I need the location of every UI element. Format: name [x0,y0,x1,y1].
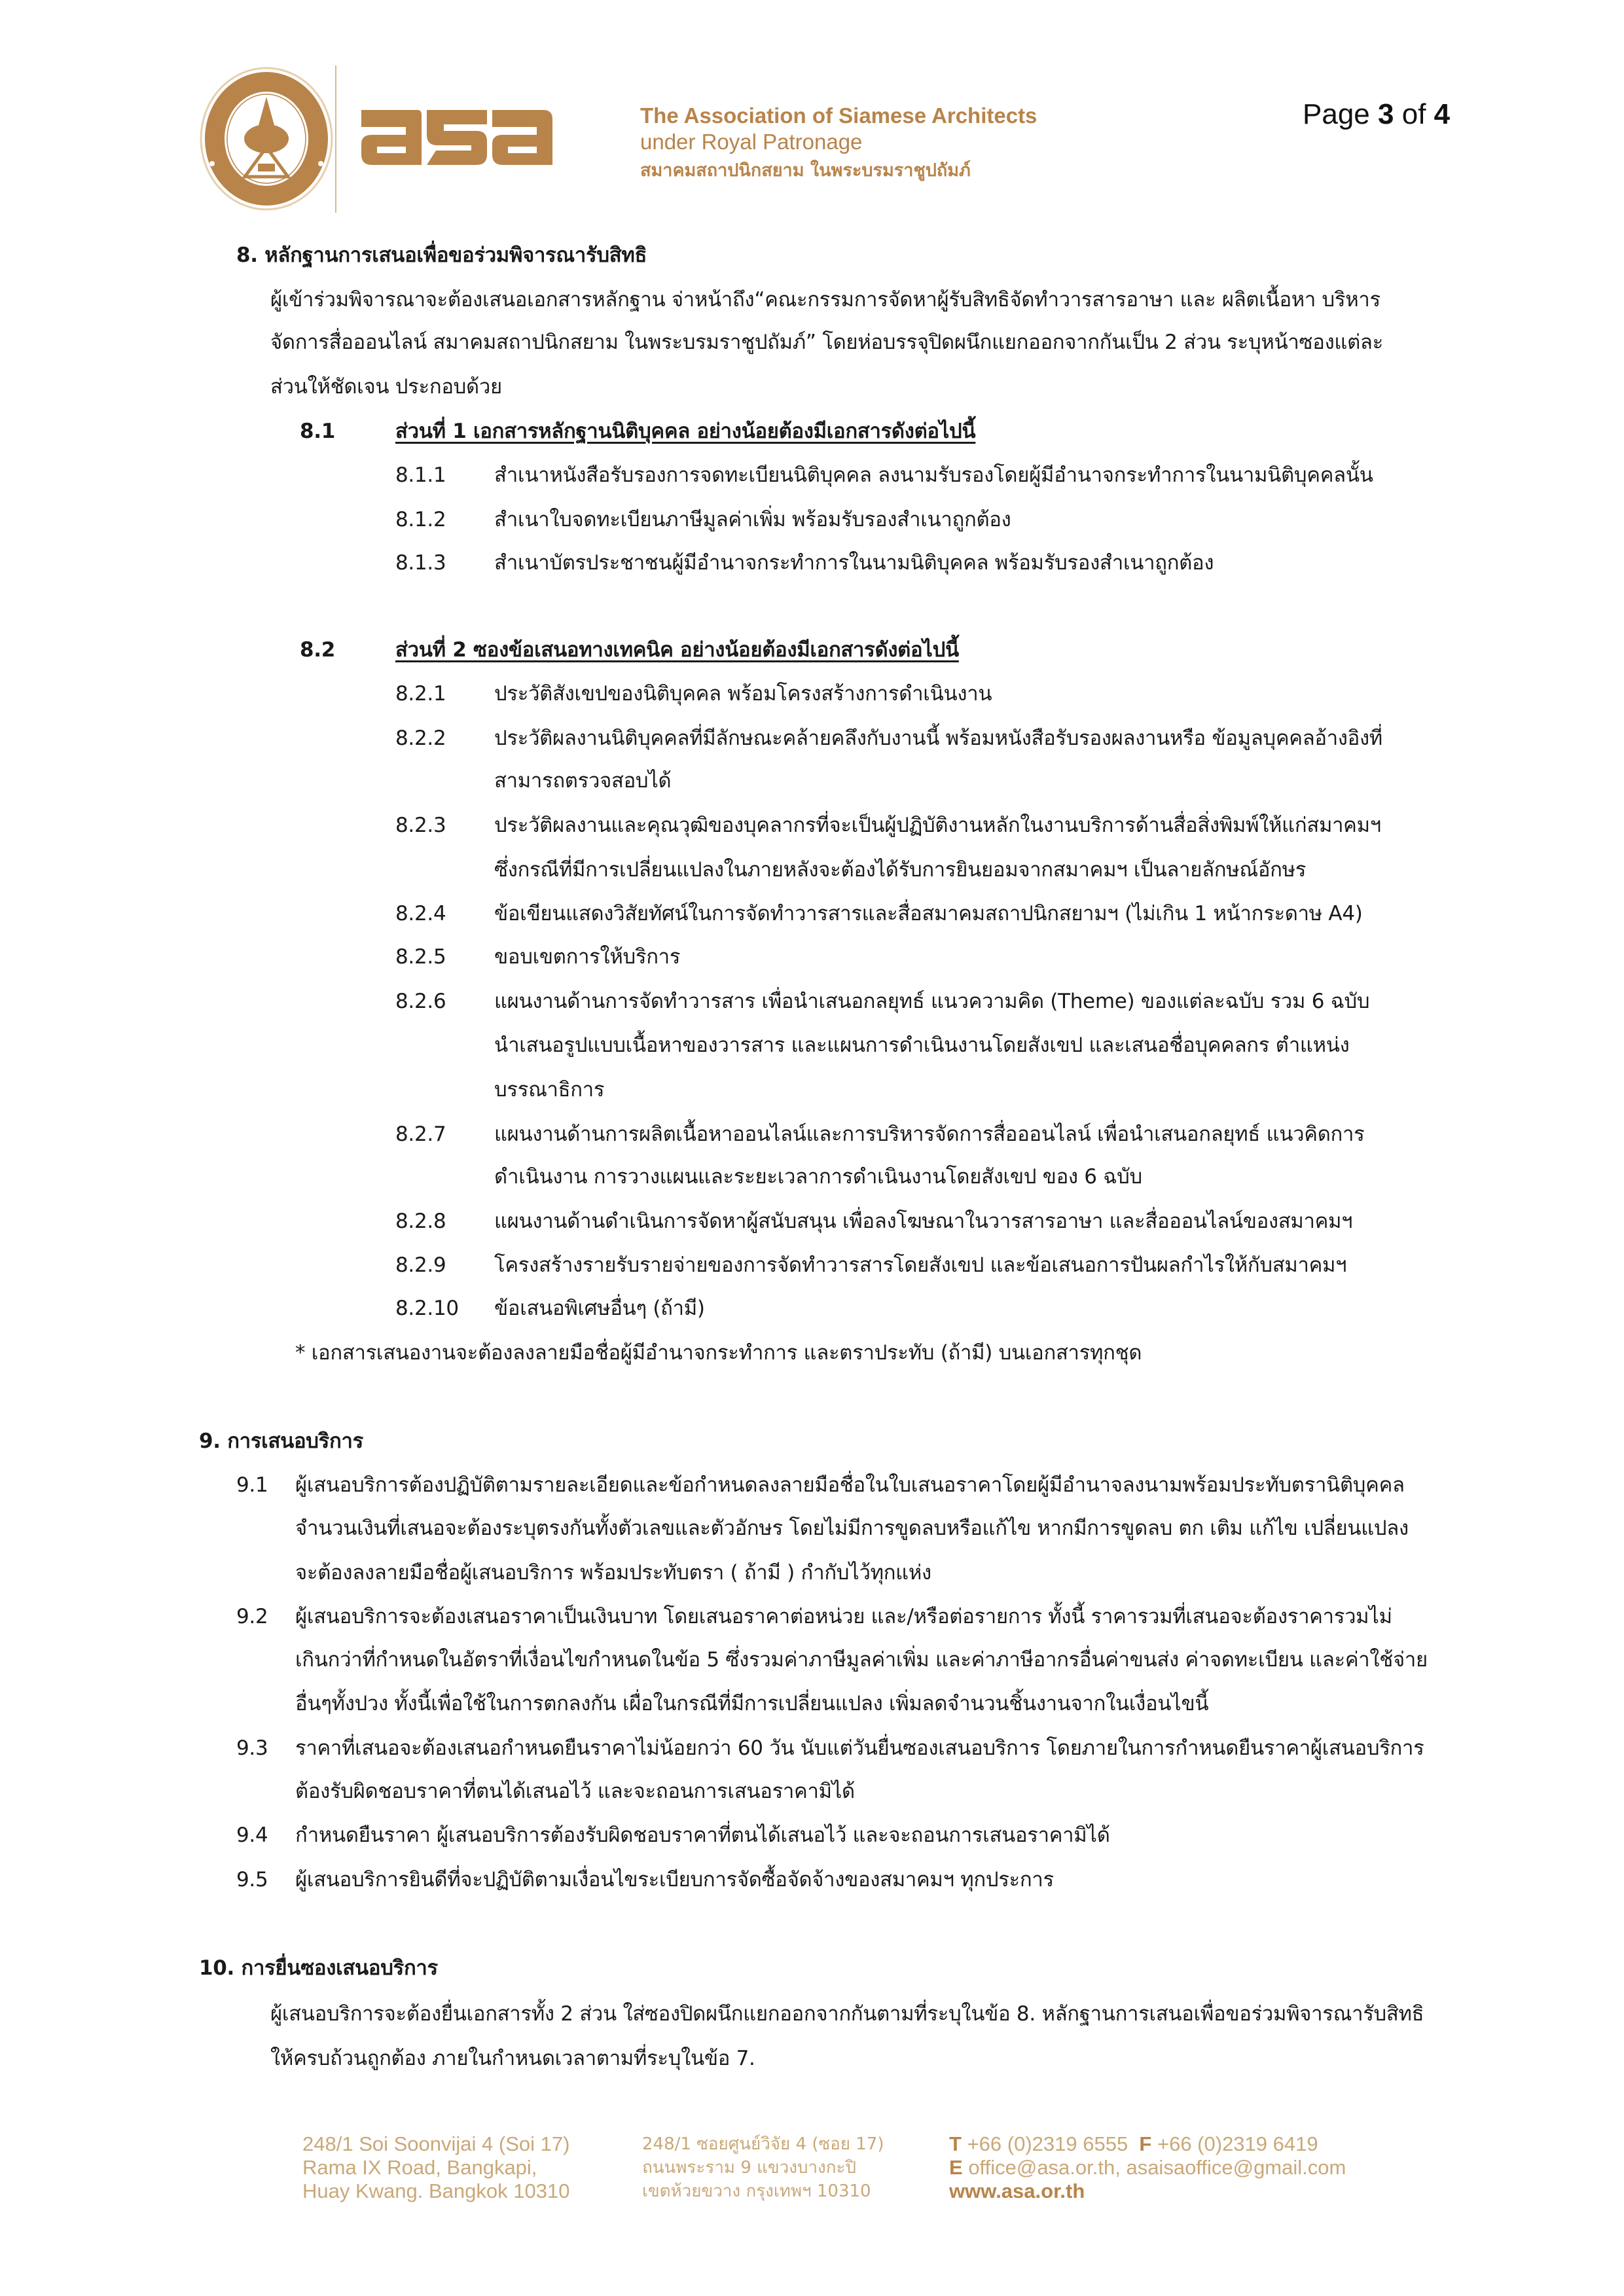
fax-number: +66 (0)2319 6419 [1157,2132,1318,2155]
item-number: 8.2.1 [395,682,446,706]
page-total: 4 [1434,98,1451,130]
footer-address-th-line: 248/1 ซอยศูนย์วิจัย 4 (ซอย 17) [642,2134,884,2154]
item-text: นำเสนอรูปแบบเนื้อหาของวารสาร และแผนการดำเนินงานโดยสังเขป และเสนอชื่อบุคคลกร ตำแหน่ง [494,1033,1350,1057]
item-number: 8.2.2 [395,726,446,750]
footer-address-en [302,2132,569,2203]
item-text: สำเนาหนังสือรับรองการจดทะเบียนนิติบุคคล ลงนามรับรองโดยผู้มีอำนาจกระทำการในนามนิติบุคคลนั้น [494,463,1373,487]
header-divider [335,65,336,213]
footer-address-th-line: เขตห้วยขวาง กรุงเทพฯ 10310 [642,2181,871,2201]
item-number: 9.5 [236,1868,268,1892]
item-text: สำเนาใบจดทะเบียนภาษีมูลค่าเพิ่ม พร้อมรับรองสำเนาถูกต้อง [494,508,1011,531]
part-1-title: ส่วนที่ 1 เอกสารหลักฐานนิติบุคคล อย่างน้อยต้องมีเอกสารดังต่อไปนี้ [395,420,976,443]
tel-number: +66 (0)2319 6555 [967,2132,1128,2155]
item-text: ข้อเสนอพิเศษอื่นๆ (ถ้ามี) [494,1297,705,1320]
item-text: จะต้องลงลายมือชื่อผู้เสนอบริการ พร้อมประทับตรา ( ถ้ามี ) กำกับไว้ทุกแห่ง [295,1561,931,1585]
item-number: 8.2.10 [395,1297,459,1320]
item-number: 8.2.6 [395,990,446,1013]
tel-label: T [949,2132,962,2155]
email-label: E [949,2156,963,2179]
item-number: 8.2.8 [395,1210,446,1233]
item-text: ประวัติผลงานและคุณวุฒิของบุคลากรที่จะเป็นผู้ปฏิบัติงานหลักในงานบริการด้านสื่อสิ่งพิมพ์ให้แก่สมาคมฯ [494,814,1381,837]
footer-contact [949,2132,1346,2203]
email-address[interactable]: office@asa.or.th, asaisaoffice@gmail.com [968,2156,1346,2179]
item-text: สามารถตรวจสอบได้ [494,769,672,793]
item-text: อื่นๆทั้งปวง ทั้งนี้เพื่อใช้ในการตกลงกัน เผื่อในกรณีที่มีการเปลี่ยนแปลง เพิ่มลดจำนวนชิ้นงานจากในเงื่อนไขนี้ [295,1692,1209,1715]
footer-email-line [949,2156,1346,2179]
section-8-heading: 8. หลักฐานการเสนอเพื่อขอร่วมพิจารณารับสิทธิ [236,243,647,267]
section-10-line: ให้ครบถ้วนถูกต้อง ภายในกำหนดเวลาตามที่ระบุในข้อ 7. [270,2047,755,2070]
item-text: ต้องรับผิดชอบราคาที่ตนได้เสนอไว้ และจะถอนการเสนอราคามิได้ [295,1780,855,1803]
org-name-th: สมาคมสถาปนิกสยาม ในพระบรมราชูปถัมภ์ [640,160,971,181]
page-prefix: Page [1303,98,1370,130]
item-number: 8.2.4 [395,902,446,925]
item-number: 8.2.3 [395,814,446,837]
item-text: จำนวนเงินที่เสนอจะต้องระบุตรงกันทั้งตัวเลขและตัวอักษร โดยไม่มีการขูดลบหรือแก้ไข หากมีการขูดลบ ตก เติม แก้ไข เปลี่ยนแปลง [295,1516,1409,1540]
footer-address-th-line: ถนนพระราม 9 แขวงบางกะปิ [642,2158,856,2178]
item-text: เกินกว่าที่กำหนดในอัตราที่เงื่อนไขกำหนดในข้อ 5 ซึ่งรวมค่าภาษีมูลค่าเพิ่ม และค่าภาษีอากรอื่นค่าขนส่ง ค่าจดทะเบียน และค่าใช้จ่าย [295,1648,1428,1672]
section-10-line: ผู้เสนอบริการจะต้องยื่นเอกสารทั้ง 2 ส่วน ใส่ซองปิดผนึกแยกออกจากกันตามที่ระบุในข้อ 8. หลักฐานการเสนอเพื่อขอร่วมพิจารณารับสิทธิ [270,2002,1424,2026]
item-text: ราคาที่เสนอจะต้องเสนอกำหนดยืนราคาไม่น้อยกว่า 60 วัน นับแต่วันยื่นซองเสนอบริการ โดยภายในการกำหนดยืนราคาผู้เสนอบริการ [295,1736,1424,1760]
section-10-heading: 10. การยื่นซองเสนอบริการ [199,1956,438,1980]
item-number: 8.2.5 [395,945,446,969]
item-text: ดำเนินงาน การวางแผนและระยะเวลาการดำเนินงานโดยสังเขป ของ 6 ฉบับ [494,1165,1142,1189]
item-text: ประวัติสังเขปของนิติบุคคล พร้อมโครงสร้างการดำเนินงาน [494,682,992,706]
item-number: 9.1 [236,1473,268,1497]
footer-phone-line [949,2132,1346,2156]
item-number: 9.4 [236,1823,268,1847]
item-number: 8.2.7 [395,1122,446,1146]
item-number: 8.1.3 [395,551,446,575]
item-text: ผู้เสนอบริการจะต้องเสนอราคาเป็นเงินบาท โดยเสนอราคาต่อหน่วย และ/หรือต่อรายการ ทั้งนี้ ราคารวมที่เสนอจะต้องราคารวมไม่ [295,1605,1392,1628]
asa-seal-logo [185,65,348,213]
org-name-en: The Association of Siamese Architects [640,103,1038,128]
item-number: 9.3 [236,1736,268,1760]
item-text: ข้อเขียนแสดงวิสัยทัศน์ในการจัดทำวารสารและสื่อสมาคมสถาปนิกสยามฯ (ไม่เกิน 1 หน้ากระดาษ A4) [494,902,1363,925]
item-text: ผู้เสนอบริการยินดีที่จะปฏิบัติตามเงื่อนไขระเบียบการจัดซื้อจัดจ้างของสมาคมฯ ทุกประการ [295,1868,1054,1892]
footer-address-en-line: 248/1 Soi Soonvijai 4 (Soi 17) [302,2132,570,2155]
item-number: 8.2.9 [395,1253,446,1277]
website-link[interactable]: www.asa.or.th [949,2179,1085,2202]
footer-address-en-line: Rama IX Road, Bangkapi, [302,2156,537,2179]
footer-address-en-line: Huay Kwang. Bangkok 10310 [302,2179,570,2202]
item-text: กำหนดยืนราคา ผู้เสนอบริการต้องรับผิดชอบราคาที่ตนได้เสนอไว้ และจะถอนการเสนอราคามิได้ [295,1823,1110,1847]
item-number: 8.1.2 [395,508,446,531]
section-8-intro-line: ส่วนให้ชัดเจน ประกอบด้วย [270,375,502,399]
item-text: โครงสร้างรายรับรายจ่ายของการจัดทำวารสารโดยสังเขป และข้อเสนอการปันผลกำไรให้กับสมาคมฯ [494,1253,1347,1277]
section-9-heading: 9. การเสนอบริการ [199,1429,363,1453]
page-number [1303,98,1450,131]
item-text: แผนงานด้านดำเนินการจัดหาผู้สนับสนุน เพื่อลงโฆษณาในวารสารอาษา และสื่อออนไลน์ของสมาคมฯ [494,1210,1353,1233]
part-1-number: 8.1 [300,420,336,443]
item-text: ซึ่งกรณีที่มีการเปลี่ยนแปลงในภายหลังจะต้องได้รับการยินยอมจากสมาคมฯ เป็นลายลักษณ์อักษร [494,858,1307,882]
item-text: ผู้เสนอบริการต้องปฏิบัติตามรายละเอียดและข้อกำหนดลงลายมือชื่อในใบเสนอราคาโดยผู้มีอำนาจลงนามพร้อมประทับตรานิติบุคคล [295,1473,1405,1497]
item-text: แผนงานด้านการจัดทำวารสาร เพื่อนำเสนอกลยุทธ์ แนวความคิด (Theme) ของแต่ละฉบับ รวม 6 ฉบับ [494,990,1370,1013]
org-subtitle-en: under Royal Patronage [640,130,863,154]
page-of: of [1401,98,1426,130]
item-number: 8.1.1 [395,463,446,487]
part-2-number: 8.2 [300,638,336,662]
item-text: ประวัติผลงานนิติบุคคลที่มีลักษณะคล้ายคลึงกับงานนี้ พร้อมหนังสือรับรองผลงานหรือ ข้อมูลบุคคลอ้างอิงที่ [494,726,1382,750]
footer-address-th [642,2132,884,2203]
item-text: ขอบเขตการให้บริการ [494,945,681,969]
section-8-intro-line: จัดการสื่อออนไลน์ สมาคมสถาปนิกสยาม ในพระบรมราชูปถัมภ์” โดยห่อบรรจุปิดผนึกแยกออกจากกันเป็น 2 ส่วน ระบุหน้าซองแต่ละ [270,331,1383,354]
item-text: บรรณาธิการ [494,1078,605,1102]
page-current: 3 [1378,98,1394,130]
section-8-note: * เอกสารเสนองานจะต้องลงลายมือชื่อผู้มีอำนาจกระทำการ และตราประทับ (ถ้ามี) บนเอกสารทุกชุด [295,1341,1142,1365]
footer-website-line [949,2179,1346,2203]
item-number: 9.2 [236,1605,268,1628]
section-8-intro-line: ผู้เข้าร่วมพิจารณาจะต้องเสนอเอกสารหลักฐาน จ่าหน้าถึง“คณะกรรมการจัดหาผู้รับสิทธิจัดทำวารสารอาษา และ ผลิตเนื้อหา บริหาร [270,288,1380,312]
item-text: แผนงานด้านการผลิตเนื้อหาออนไลน์และการบริหารจัดการสื่อออนไลน์ เพื่อนำเสนอกลยุทธ์ แนวคิดการ [494,1122,1365,1146]
item-text: สำเนาบัตรประชาชนผู้มีอำนาจกระทำการในนามนิติบุคคล พร้อมรับรองสำเนาถูกต้อง [494,551,1214,575]
asa-logo [359,105,555,170]
fax-label: F [1139,2132,1152,2155]
part-2-title: ส่วนที่ 2 ซองข้อเสนอทางเทคนิค อย่างน้อยต้องมีเอกสารดังต่อไปนี้ [395,638,959,662]
